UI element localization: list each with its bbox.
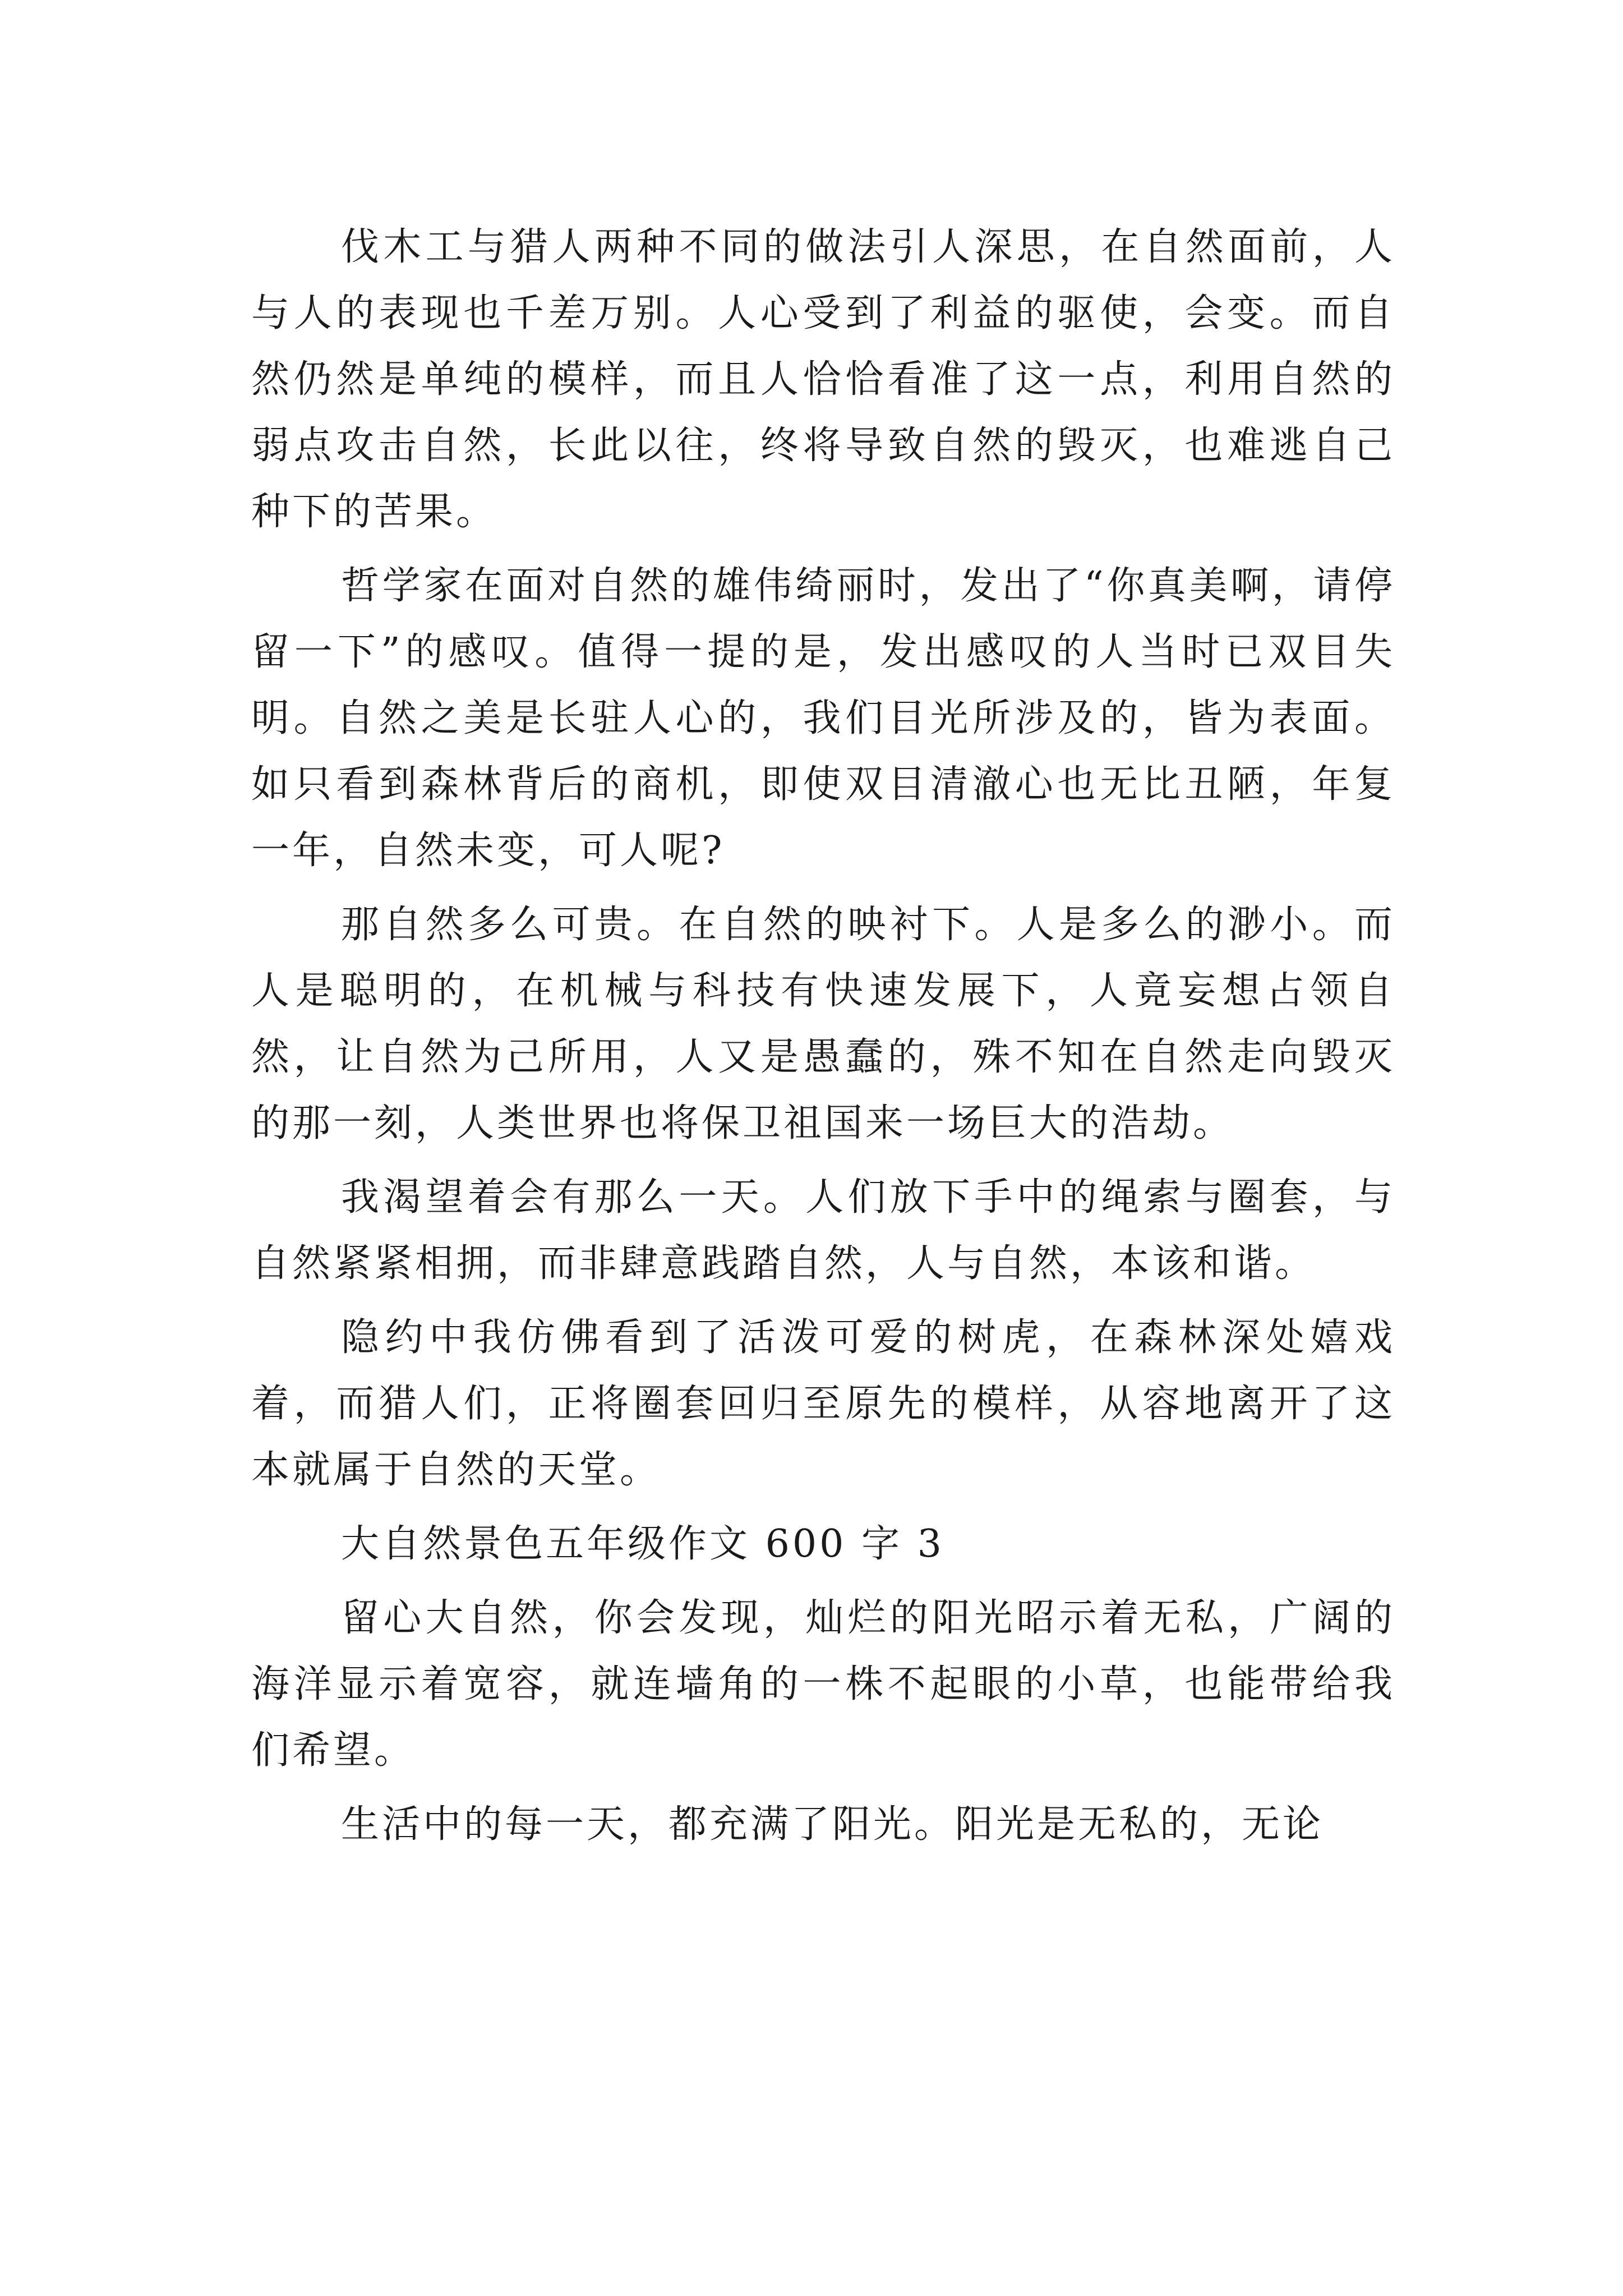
paragraph: 哲学家在面对自然的雄伟绮丽时，发出了“你真美啊，请停留一下”的感叹。值得一提的是，发出感叹的人当时已双目失明。自然之美是长驻人心的，我们目光所涉及的，皆为表面。如只看到森林背后的商机，即使双目清澈心也无比丑陋，年复一年，自然未变，可人呢?	[251, 564, 1396, 873]
paragraph: 留心大自然，你会发现，灿烂的阳光昭示着无私，广阔的海洋显示着宽容，就连墙角的一株不起眼的小草，也能带给我们希望。	[251, 1596, 1395, 1773]
paragraph: 生活中的每一天，都充满了阳光。阳光是无私的，无论	[341, 1802, 1324, 1847]
paragraph: 那自然多么可贵。在自然的映衬下。人是多么的渺小。而人是聪明的，在机械与科技有快速发展下，人竟妄想占领自然，让自然为己所用，人又是愚蠢的，殊不知在自然走向毁灭的那一刻，人类世界也将保卫祖国来一场巨大的浩劫。	[251, 903, 1395, 1145]
paragraph: 我渴望着会有那么一天。人们放下手中的绳索与圈套，与自然紧紧相拥，而非肆意践踏自然，人与自然，本该和谐。	[251, 1175, 1395, 1286]
body-text	[251, 214, 1395, 1866]
paragraph: 伐木工与猎人两种不同的做法引人深思，在自然面前，人与人的表现也千差万别。人心受到了利益的驱使，会变。而自然仍然是单纯的模样，而且人恰恰看准了这一点，利用自然的弱点攻击自然，长此以往，终将导致自然的毁灭，也难逃自己种下的苦果。	[251, 225, 1395, 534]
section-heading: 大自然景色五年级作文 600 字 3	[341, 1522, 944, 1566]
paragraph: 隐约中我仿佛看到了活泼可爱的树虎，在森林深处嬉戏着，而猎人们，正将圈套回归至原先的模样，从容地离开了这本就属于自然的天堂。	[251, 1315, 1395, 1492]
